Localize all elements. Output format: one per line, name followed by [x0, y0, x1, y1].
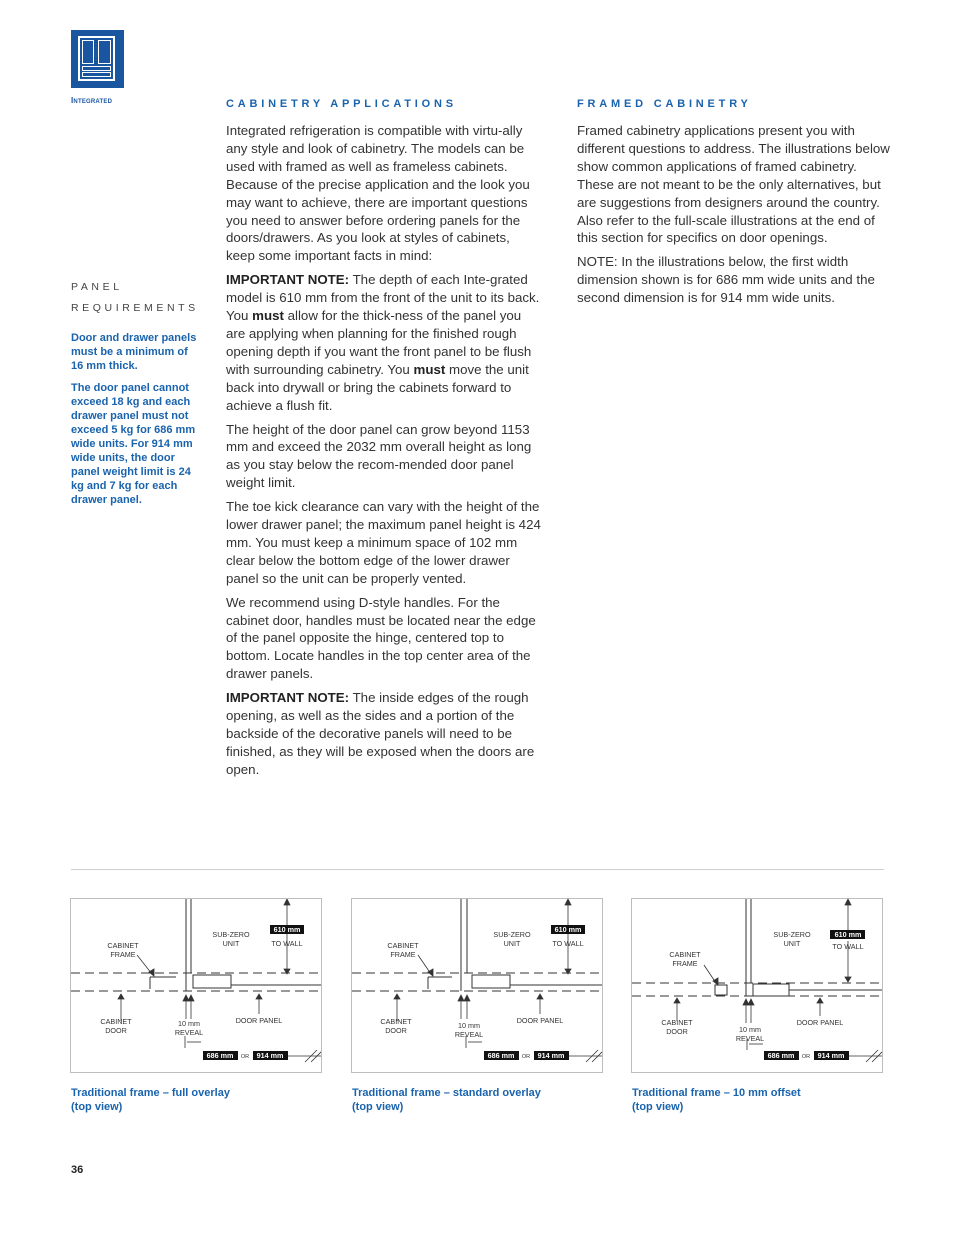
svg-text:FRAME: FRAME [390, 950, 416, 959]
svg-text:UNIT: UNIT [783, 939, 801, 948]
reveal-label: 10 mm [739, 1025, 761, 1034]
section-divider [71, 869, 884, 870]
cabinetry-intro-paragraph: Integrated refrigeration is compatible with virtu-ally any style and look of cabinetry. The models can be used with framed as well as frameless cabinets. Because of the precise application and the look you may want to achieve, there are important questions you need to answer before ordering panels for the doors/drawers. As you look at styles of cabinets, keep some important facts in mind: [226, 123, 530, 264]
framed-cabinetry-body [577, 122, 895, 313]
caption-full-overlay: Traditional frame – full overlay (top view) [71, 1087, 230, 1113]
svg-text:DOOR: DOOR [385, 1026, 407, 1035]
cabinet-door-label: CABINET [100, 1017, 132, 1026]
svg-text:OR: OR [521, 1054, 531, 1060]
cabinetry-applications-body [226, 122, 542, 785]
svg-text:OR: OR [801, 1054, 811, 1060]
svg-text:TO WALL: TO WALL [832, 942, 864, 951]
cabinet-frame-label: CABINET [387, 941, 419, 950]
reveal-label: 10 mm [178, 1019, 200, 1028]
important-note-label: IMPORTANT NOTE: [226, 690, 350, 706]
width-914-label: 914 mm [817, 1051, 845, 1060]
width-686-label: 686 mm [767, 1051, 795, 1060]
svg-text:FRAME: FRAME [672, 959, 698, 968]
panel-requirements-heading [71, 279, 199, 316]
width-686-label: 686 mm [206, 1051, 234, 1060]
handles-paragraph: We recommend using D-style handles. For the cabinet door, handles must be located near the edge of the panel opposite the hinge, centered top to bottom. Locate handles in the top center area of the drawer panels. [226, 594, 536, 682]
cabinet-door-label: CABINET [380, 1017, 412, 1026]
svg-text:REVEAL: REVEAL [454, 1030, 484, 1039]
door-panel-label: DOOR PANEL [235, 1016, 283, 1025]
depth-dimension-label: 610 mm [273, 925, 301, 934]
panel-thickness-note: Door and drawer panels must be a minimum of 16 mm thick. [71, 332, 197, 372]
full-overlay-top-view-diagram [71, 899, 321, 1072]
svg-text:TO WALL: TO WALL [552, 939, 584, 948]
svg-text:TO WALL: TO WALL [271, 939, 303, 948]
panel-heading-line2: REQUIREMENTS [71, 302, 199, 314]
depth-note-paragraph: IMPORTANT NOTE: The depth of each Inte-grated model is 610 mm from the front of the unit to its back. You must allow for the thick-ness of the panel you are applying when planning for the finished rough opening depth if you want the front panel to be flush with surrounding cabinetry. You must move the unit back into drywall or bring the cabinets forward to achieve a flush fit. [226, 272, 540, 413]
panel-heading-line1: PANEL [71, 281, 123, 293]
framed-cabinetry-heading: FRAMED CABINETRY [577, 98, 752, 110]
door-panel-label: DOOR PANEL [796, 1018, 844, 1027]
depth-dimension-label: 610 mm [554, 925, 582, 934]
caption-standard-overlay: Traditional frame – standard overlay (top view) [352, 1087, 541, 1113]
integrated-refrigerator-logo-icon [71, 30, 124, 88]
diagram-10mm-offset [631, 898, 883, 1073]
subzero-unit-label: SUB-ZERO [773, 930, 811, 939]
svg-text:REVEAL: REVEAL [735, 1034, 765, 1043]
door-panel-label: DOOR PANEL [516, 1016, 564, 1025]
subzero-unit-label: SUB-ZERO [212, 930, 250, 939]
svg-text:FRAME: FRAME [110, 950, 136, 959]
width-914-label: 914 mm [256, 1051, 284, 1060]
toe-kick-paragraph: The toe kick clearance can vary with the height of the lower drawer panel; the maximum panel height is 424 mm. You must keep a minimum space of 102 mm clear below the bottom edge of the lower drawer panel so the unit can be properly vented. [226, 499, 541, 586]
framed-intro-paragraph: Framed cabinetry applications present you with different questions to address. The illustrations below show common applications of framed cabinetry. These are not meant to be the only alternatives, but are suggestions from designers around the country. Also refer to the full-scale illustrations at the end of this section for specifics on door openings. [577, 123, 890, 246]
depth-dimension-label: 610 mm [834, 930, 862, 939]
diagram-full-overlay [70, 898, 322, 1073]
width-note-paragraph: NOTE: In the illustrations below, the first width dimension shown is for 686 mm wide units and the second dimension is for 914 mm wide units. [577, 254, 875, 306]
svg-text:DOOR: DOOR [105, 1026, 127, 1035]
width-686-label: 686 mm [487, 1051, 515, 1060]
subzero-unit-label: SUB-ZERO [493, 930, 531, 939]
cabinetry-applications-heading: CABINETRY APPLICATIONS [226, 98, 457, 110]
diagram-standard-overlay [351, 898, 603, 1073]
svg-text:UNIT: UNIT [503, 939, 521, 948]
svg-text:DOOR: DOOR [666, 1027, 688, 1036]
cabinet-frame-label: CABINET [107, 941, 139, 950]
svg-text:UNIT: UNIT [222, 939, 240, 948]
logo-tagline: Integrated [71, 96, 113, 105]
important-note-label: IMPORTANT NOTE: [226, 272, 350, 288]
width-914-label: 914 mm [537, 1051, 565, 1060]
reveal-label: 10 mm [458, 1021, 480, 1030]
cabinet-frame-label: CABINET [669, 950, 701, 959]
cabinet-door-label: CABINET [661, 1018, 693, 1027]
panel-requirements-notes [71, 331, 201, 515]
offset-top-view-diagram [632, 899, 882, 1072]
standard-overlay-top-view-diagram [352, 899, 602, 1072]
door-height-paragraph: The height of the door panel can grow beyond 1153 mm and exceed the 2032 mm overall height as long as you stay below the recom-mended door panel weight limit. [226, 421, 532, 491]
finish-note-paragraph: IMPORTANT NOTE: The inside edges of the rough opening, as well as the sides and a portion of the backside of the decorative panels will need to be finished, as they will be exposed when the doors are open. [226, 690, 535, 777]
panel-weight-note: The door panel cannot exceed 18 kg and each drawer panel must not exceed 5 kg for 686 mm wide units. For 914 mm wide units, the door panel weight limit is 24 kg and 7 kg for each drawer panel. [71, 382, 196, 506]
page-number: 36 [71, 1164, 84, 1176]
svg-text:OR: OR [240, 1054, 250, 1060]
caption-10mm-offset: Traditional frame – 10 mm offset (top view) [632, 1087, 801, 1113]
svg-text:REVEAL: REVEAL [174, 1028, 204, 1037]
